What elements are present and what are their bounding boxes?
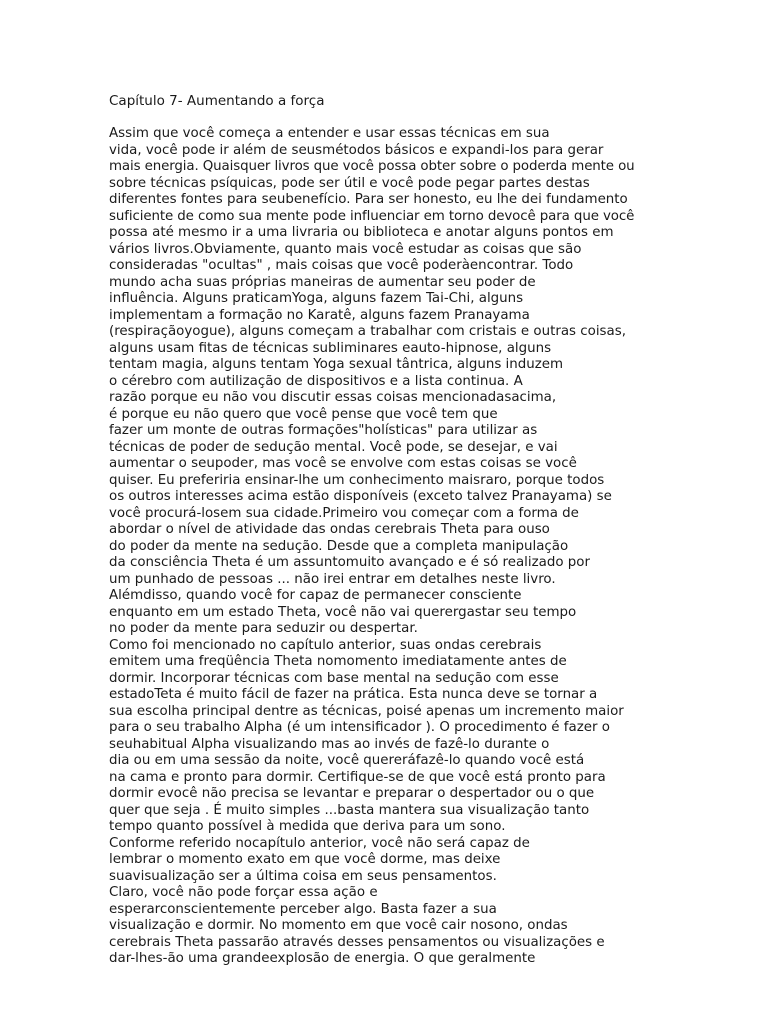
- text-line: lembrar o momento exato em que você dorme, mas deixe: [109, 852, 501, 867]
- text-line: mais energia. Quaisquer livros que você possa obter sobre o poderda mente ou: [109, 159, 635, 174]
- text-line: no poder da mente para seduzir ou despertar.: [109, 621, 418, 636]
- text-line: enquanto em um estado Theta, você não vai querergastar seu tempo: [109, 604, 577, 620]
- text-line: dormir. Incorporar técnicas com base mental na sedução com esse: [109, 670, 559, 686]
- text-line: técnicas de poder de sedução mental. Você pode, se desejar, e vai: [109, 439, 558, 455]
- text-line: razão porque eu não vou discutir essas coisas mencionadasacima,: [109, 390, 557, 405]
- text-line: mundo acha suas próprias maneiras de aumentar seu poder de: [109, 274, 536, 290]
- text-line: suavisualização ser a última coisa em seus pensamentos.: [109, 868, 497, 884]
- text-line: os outros interesses acima estão disponíveis (exceto talvez Pranayama) se: [109, 489, 612, 504]
- text-line: do poder da mente na sedução. Desde que a completa manipulação: [109, 538, 569, 554]
- text-line: sua escolha principal dentre as técnicas, poisé apenas um incremento maior: [109, 703, 624, 719]
- text-line: da consciência Theta é um assuntomuito avançado e é só realizado por: [109, 555, 590, 570]
- text-line: vida, você pode ir além de seusmétodos básicos e expandi-los para gerar: [109, 142, 604, 158]
- text-line: aumentar o seupoder, mas você se envolve com estas coisas se você: [109, 456, 577, 471]
- text-line: abordar o nível de atividade das ondas cerebrais Theta para ouso: [109, 522, 550, 537]
- text-line: na cama e pronto para dormir. Certifique-se de que você está pronto para: [109, 769, 606, 785]
- text-line: emitem uma freqüência Theta nomomento imediatamente antes de: [109, 654, 567, 669]
- text-line: fazer um monte de outras formações"holísticas" para utilizar as: [109, 423, 538, 438]
- text-line: dar-lhes-ão uma grandeexplosão de energia. O que geralmente: [109, 951, 536, 966]
- text-line: diferentes fontes para seubenefício. Para ser honesto, eu lhe dei fundamento: [109, 192, 628, 207]
- text-line: vários livros.Obviamente, quanto mais você estudar as coisas que são: [109, 241, 582, 257]
- text-line: é porque eu não quero que você pense que você tem que: [109, 406, 498, 422]
- text-line: tentam magia, alguns tentam Yoga sexual tântrica, alguns induzem: [109, 357, 564, 372]
- text-line: sobre técnicas psíquicas, pode ser útil e você pode pegar partes destas: [109, 175, 590, 191]
- text-line: quiser. Eu preferiria ensinar-lhe um conhecimento maisraro, porque todos: [109, 472, 605, 488]
- text-line: consideradas "ocultas" , mais coisas que você poderàencontrar. Todo: [109, 258, 574, 273]
- text-line: você procurá-losem sua cidade.Primeiro vou começar com a forma de: [109, 505, 579, 521]
- body-text: [109, 126, 634, 968]
- text-line: dormir evocê não precisa se levantar e preparar o despertador ou o que: [109, 786, 595, 801]
- text-line: um punhado de pessoas ... não irei entrar em detalhes neste livro.: [109, 571, 556, 587]
- chapter-title: Capítulo 7- Aumentando a força: [109, 93, 325, 109]
- text-line: Alémdisso, quando você for capaz de permanecer consciente: [109, 588, 522, 603]
- text-line: dia ou em uma sessão da noite, você quereráfazê-lo quando você está: [109, 753, 585, 768]
- text-line: possa até mesmo ir a uma livraria ou biblioteca e anotar alguns pontos em: [109, 225, 614, 240]
- text-line: o cérebro com autilização de dispositivos e a lista continua. A: [109, 373, 523, 389]
- text-line: Como foi mencionado no capítulo anterior, suas ondas cerebrais: [109, 637, 542, 653]
- text-line: suficiente de como sua mente pode influenciar em torno devocê para que você: [109, 208, 635, 224]
- text-line: implementam a formação no Karatê, alguns fazem Pranayama: [109, 307, 530, 323]
- text-line: influência. Alguns praticamYoga, alguns fazem Tai-Chi, alguns: [109, 291, 524, 306]
- text-line: cerebrais Theta passarão através desses pensamentos ou visualizações e: [109, 934, 605, 950]
- text-line: alguns usam fitas de técnicas subliminares eauto-hipnose, alguns: [109, 340, 552, 356]
- text-line: Claro, você não pode forçar essa ação e: [109, 885, 378, 900]
- text-line: seuhabitual Alpha visualizando mas ao invés de fazê-lo durante o: [109, 736, 550, 752]
- text-line: quer que seja . É muito simples ...basta mantera sua visualização tanto: [109, 802, 590, 818]
- text-line: para o seu trabalho Alpha (é um intensificador ). O procedimento é fazer o: [109, 720, 610, 735]
- text-line: esperarconscientemente perceber algo. Basta fazer a sua: [109, 901, 497, 917]
- text-line: visualização e dormir. No momento em que você cair nosono, ondas: [109, 918, 568, 933]
- text-line: estadoTeta é muito fácil de fazer na prática. Esta nunca deve se tornar a: [109, 687, 598, 702]
- text-line: Assim que você começa a entender e usar essas técnicas em sua: [109, 126, 550, 141]
- text-line: (respiraçãoyogue), alguns começam a trabalhar com cristais e outras coisas,: [109, 324, 626, 339]
- text-line: tempo quanto possível à medida que deriva para um sono.: [109, 819, 506, 834]
- text-line: Conforme referido nocapítulo anterior, você não será capaz de: [109, 835, 530, 851]
